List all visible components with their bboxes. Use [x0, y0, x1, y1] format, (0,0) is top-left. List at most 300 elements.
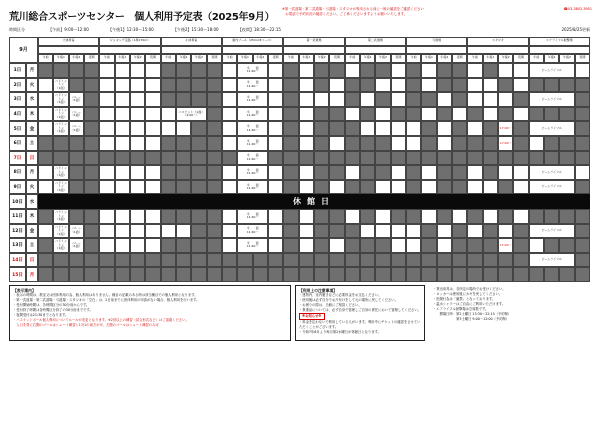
- schedule-cell: [437, 151, 452, 166]
- schedule-cell: [99, 209, 114, 224]
- schedule-cell: [38, 165, 53, 180]
- schedule-cell: [513, 92, 528, 107]
- schedule-cell: [283, 209, 298, 224]
- schedule-cell: [391, 224, 406, 239]
- schedule-cell: [115, 224, 130, 239]
- schedule-cell: [360, 165, 375, 180]
- schedule-cell: [53, 151, 68, 166]
- slot-header: 午前: [467, 54, 482, 63]
- hours-evening: 【夜間】18:30～22:15: [237, 27, 281, 32]
- schedule-cell: [161, 267, 176, 282]
- schedule-cell: [421, 92, 436, 107]
- schedule-cell: [513, 107, 528, 122]
- schedule-cell: [498, 78, 513, 93]
- notes-right-line: 第3土曜日 9:00～12:00（予約制）: [433, 317, 510, 321]
- notes-left-line: ・受付開始時間は、各時間区分の30分前からです。: [13, 303, 90, 307]
- schedule-cell: [84, 78, 99, 93]
- schedule-cell: [575, 180, 590, 195]
- schedule-cell: [329, 151, 344, 166]
- schedule-cell: [38, 121, 53, 136]
- schedule-cell: [329, 165, 344, 180]
- badminton-label: バドミントン （1面）: [53, 165, 68, 180]
- schedule-cell: [375, 121, 390, 136]
- schedule-cell: [314, 180, 329, 195]
- schedule-cell: [222, 165, 237, 180]
- schedule-cell: [498, 224, 513, 239]
- schedule-cell: [483, 253, 498, 268]
- schedule-cell: [575, 78, 590, 93]
- schedule-cell: [314, 121, 329, 136]
- schedule-cell: [115, 63, 130, 78]
- schedule-cell: [84, 63, 99, 78]
- schedule-cell: [299, 209, 314, 224]
- schedule-cell: [437, 92, 452, 107]
- schedule-cell: [299, 63, 314, 78]
- schedule-cell: [314, 165, 329, 180]
- schedule-cell: [161, 238, 176, 253]
- schedule-cell: [253, 267, 268, 282]
- schedule-cell: [38, 107, 53, 122]
- schedule-cell: [145, 165, 160, 180]
- schedule-cell: [191, 209, 206, 224]
- schedule-cell: [115, 253, 130, 268]
- price-header: [467, 46, 528, 54]
- schedule-cell: [329, 238, 344, 253]
- schedule-cell: [406, 267, 421, 282]
- schedule-cell: [483, 209, 498, 224]
- schedule-cell: [575, 151, 590, 166]
- schedule-cell: [99, 224, 114, 239]
- schedule-cell: [145, 209, 160, 224]
- schedule-cell: [283, 224, 298, 239]
- schedule-cell: [559, 78, 574, 93]
- slot-header: 午前: [38, 54, 53, 63]
- notice-line: ※第一武道場・第二武道場・弓道場・スタジオが専用される前に一般の確認をご確認ください: [282, 7, 424, 11]
- schedule-cell: [115, 78, 130, 93]
- pool-label: 半 面 11:40～: [237, 209, 268, 224]
- schedule-cell: [84, 107, 99, 122]
- schedule-cell: [421, 165, 436, 180]
- slot-header: 午前: [406, 54, 421, 63]
- schedule-cell: [161, 78, 176, 93]
- schedule-cell: [207, 107, 222, 122]
- schedule-cell: [145, 180, 160, 195]
- notes-left-line: ・バスケットボール個人利用についてルールが変更となります。※2回以上の練習（試合形式など）はご遠慮ください。: [13, 318, 189, 322]
- slot-header: 夜間: [513, 54, 528, 63]
- page-title: 荒川総合スポーツセンター 個人利用予定表（2025年9月）: [9, 12, 275, 23]
- hours-afternoon1: 【午後1】12:30～15:00: [108, 27, 154, 32]
- schedule-cell: [314, 78, 329, 93]
- badminton-label: バドミントン （1面）: [53, 107, 68, 122]
- hours-afternoon2: 【午後2】15:30～18:00: [172, 27, 219, 32]
- schedule-cell: [222, 238, 237, 253]
- schedule-cell: [268, 180, 283, 195]
- slot-header: 午後1: [115, 54, 130, 63]
- badminton-label: バドミントン （1面）: [53, 224, 68, 239]
- schedule-cell: [299, 253, 314, 268]
- schedule-cell: [513, 267, 528, 282]
- schedule-cell: [452, 78, 467, 93]
- day-number: 11日: [9, 209, 26, 224]
- schedule-cell: [498, 253, 513, 268]
- day-weekday: 木: [26, 107, 38, 122]
- time-marker: 17:00～: [498, 121, 513, 136]
- schedule-cell: [329, 107, 344, 122]
- schedule-cell: [559, 107, 574, 122]
- day-weekday: 木: [26, 209, 38, 224]
- schedule-cell: [513, 121, 528, 136]
- notes-left-line: ・表示の時間は、教室又は団体利用の為、個人利用はありません。種目の記載のある時は該当種目での個人利用となります。: [13, 293, 198, 297]
- schedule-cell: [53, 253, 68, 268]
- notes-middle-line: ・使用後は必ず自分でお片付けをして元の場所に戻してください。: [299, 298, 398, 302]
- schedule-cell: [99, 180, 114, 195]
- schedule-cell: [375, 92, 390, 107]
- schedule-cell: [421, 224, 436, 239]
- schedule-cell: [375, 136, 390, 151]
- schedule-table: [9, 37, 590, 282]
- schedule-cell: [483, 180, 498, 195]
- facility-header: エアライフル射撃場: [529, 37, 590, 46]
- notes-right-line: ・ロッカーは使用後にカギを戻してください。: [433, 292, 503, 296]
- slot-header: 夜間: [207, 54, 222, 63]
- schedule-cell: [513, 238, 528, 253]
- schedule-cell: [375, 209, 390, 224]
- badminton-label: バドミントン （1面）: [53, 180, 68, 195]
- schedule-cell: [299, 78, 314, 93]
- schedule-cell: [483, 63, 498, 78]
- schedule-cell: [345, 63, 360, 78]
- slot-header: 午前: [529, 54, 544, 63]
- schedule-cell: [207, 238, 222, 253]
- schedule-cell: [268, 121, 283, 136]
- schedule-cell: [84, 165, 99, 180]
- schedule-cell: [145, 253, 160, 268]
- schedule-cell: [437, 267, 452, 282]
- schedule-cell: [191, 151, 206, 166]
- slot-header: 午前: [99, 54, 114, 63]
- schedule-cell: [421, 209, 436, 224]
- slot-header: 午前: [283, 54, 298, 63]
- schedule-cell: [452, 107, 467, 122]
- schedule-cell: [283, 63, 298, 78]
- schedule-cell: [513, 224, 528, 239]
- slot-header: 午後1: [544, 54, 559, 63]
- schedule-cell: [53, 63, 68, 78]
- price-header: [345, 46, 406, 54]
- schedule-cell: [84, 180, 99, 195]
- schedule-cell: [575, 121, 590, 136]
- schedule-cell: [575, 107, 590, 122]
- schedule-cell: [467, 107, 482, 122]
- schedule-cell: [84, 136, 99, 151]
- badminton-label: バドミントン （1面）: [53, 92, 68, 107]
- schedule-cell: [299, 165, 314, 180]
- schedule-cell: [207, 151, 222, 166]
- schedule-cell: [329, 92, 344, 107]
- schedule-cell: [145, 151, 160, 166]
- schedule-cell: [437, 253, 452, 268]
- schedule-cell: [575, 92, 590, 107]
- schedule-cell: [575, 224, 590, 239]
- badminton-label: バドミントン （1面）: [53, 238, 68, 253]
- schedule-cell: [375, 78, 390, 93]
- schedule-cell: [314, 151, 329, 166]
- beam-rifle-label: ビームライフル: [529, 92, 575, 107]
- schedule-cell: [437, 209, 452, 224]
- schedule-cell: [222, 121, 237, 136]
- schedule-cell: [345, 209, 360, 224]
- schedule-cell: [421, 63, 436, 78]
- schedule-cell: [38, 253, 53, 268]
- schedule-cell: [360, 63, 375, 78]
- day-weekday: 水: [26, 92, 38, 107]
- schedule-cell: [575, 165, 590, 180]
- schedule-cell: [467, 121, 482, 136]
- month-header: 9月: [9, 37, 38, 63]
- schedule-cell: [176, 78, 191, 93]
- schedule-cell: [406, 78, 421, 93]
- slot-header: 夜間: [145, 54, 160, 63]
- notes-right-line: ・エアライフル射撃場は空席数です。: [433, 307, 489, 311]
- schedule-cell: [406, 107, 421, 122]
- notes-left-line: ・夜間受付は21:30までとなります。: [13, 313, 69, 317]
- schedule-cell: [191, 165, 206, 180]
- schedule-cell: [283, 267, 298, 282]
- day-weekday: 火: [26, 180, 38, 195]
- notes-middle-title: 【利用上の注意事項】: [299, 288, 337, 293]
- schedule-cell: [299, 136, 314, 151]
- schedule-cell: [69, 165, 84, 180]
- schedule-cell: [345, 92, 360, 107]
- schedule-cell: [529, 151, 544, 166]
- schedule-cell: [299, 121, 314, 136]
- schedule-cell: [130, 267, 145, 282]
- schedule-cell: [161, 209, 176, 224]
- schedule-cell: [483, 224, 498, 239]
- schedule-cell: [391, 78, 406, 93]
- schedule-cell: [268, 253, 283, 268]
- pool-label: 半 面 11:40～: [237, 224, 268, 239]
- schedule-cell: [360, 180, 375, 195]
- schedule-cell: [421, 136, 436, 151]
- schedule-cell: [176, 165, 191, 180]
- schedule-cell: [437, 238, 452, 253]
- schedule-cell: [145, 63, 160, 78]
- slot-header: 夜間: [452, 54, 467, 63]
- day-weekday: 日: [26, 253, 38, 268]
- schedule-cell: [99, 78, 114, 93]
- schedule-cell: [191, 253, 206, 268]
- schedule-cell: [84, 224, 99, 239]
- time-marker: 17:00～: [498, 238, 513, 253]
- notes-left-line: 入口を背に右側のゴールはシュート練習と1対1の両方が可、左側のゴールはシュート練習のみ可: [13, 323, 159, 327]
- day-number: 14日: [9, 253, 26, 268]
- schedule-cell: [467, 151, 482, 166]
- day-number: 13日: [9, 238, 26, 253]
- schedule-cell: [115, 107, 130, 122]
- schedule-cell: [529, 78, 544, 93]
- schedule-cell: [529, 267, 544, 282]
- schedule-cell: [222, 63, 237, 78]
- schedule-cell: [299, 224, 314, 239]
- schedule-cell: [38, 180, 53, 195]
- schedule-cell: [452, 253, 467, 268]
- day-number: 10日: [9, 194, 26, 209]
- schedule-cell: [222, 253, 237, 268]
- updated-date: 2025/8/25更新: [561, 27, 590, 32]
- slot-header: 夜間: [575, 54, 590, 63]
- schedule-cell: [314, 92, 329, 107]
- schedule-cell: [268, 92, 283, 107]
- schedule-cell: [391, 267, 406, 282]
- slot-header: 夜間: [391, 54, 406, 63]
- schedule-cell: [69, 151, 84, 166]
- schedule-cell: [176, 180, 191, 195]
- schedule-cell: [513, 253, 528, 268]
- schedule-cell: [99, 107, 114, 122]
- schedule-cell: [391, 92, 406, 107]
- schedule-cell: [268, 224, 283, 239]
- slot-header: 午後1: [176, 54, 191, 63]
- schedule-cell: [191, 78, 206, 93]
- schedule-cell: [360, 121, 375, 136]
- schedule-cell: [130, 78, 145, 93]
- schedule-cell: [529, 136, 544, 151]
- schedule-cell: [130, 92, 145, 107]
- schedule-cell: [145, 136, 160, 151]
- schedule-cell: [99, 92, 114, 107]
- schedule-cell: [452, 267, 467, 282]
- schedule-cell: [452, 180, 467, 195]
- schedule-cell: [498, 63, 513, 78]
- schedule-cell: [498, 151, 513, 166]
- schedule-cell: [360, 209, 375, 224]
- notes-right-line: ・温水シャワーはご自由にご利用いただけます。: [433, 302, 506, 306]
- schedule-cell: [207, 121, 222, 136]
- schedule-cell: [575, 136, 590, 151]
- price-header: [283, 46, 344, 54]
- schedule-cell: [513, 136, 528, 151]
- schedule-cell: [575, 253, 590, 268]
- schedule-cell: [345, 267, 360, 282]
- slot-header: 午後2: [375, 54, 390, 63]
- schedule-cell: [99, 238, 114, 253]
- slot-header: 夜間: [84, 54, 99, 63]
- schedule-cell: [99, 63, 114, 78]
- schedule-cell: [391, 180, 406, 195]
- pool-label: 半 面 11:40～: [237, 136, 268, 151]
- schedule-cell: [191, 92, 206, 107]
- schedule-cell: [329, 209, 344, 224]
- schedule-cell: [360, 151, 375, 166]
- schedule-cell: [406, 238, 421, 253]
- slot-header: 午後2: [559, 54, 574, 63]
- schedule-cell: [237, 253, 252, 268]
- schedule-cell: [375, 165, 390, 180]
- notice: [282, 7, 592, 17]
- schedule-cell: [222, 209, 237, 224]
- schedule-cell: [207, 92, 222, 107]
- schedule-cell: [145, 78, 160, 93]
- notes-left: [9, 285, 291, 341]
- schedule-cell: [437, 63, 452, 78]
- badminton-label: バドミントン （1面）: [53, 121, 68, 136]
- schedule-cell: [345, 78, 360, 93]
- price-header: [161, 46, 222, 54]
- schedule-cell: [314, 136, 329, 151]
- schedule-cell: [329, 180, 344, 195]
- schedule-cell: [115, 165, 130, 180]
- day-number: 1日: [9, 63, 26, 78]
- schedule-cell: [375, 151, 390, 166]
- day-weekday: 水: [26, 194, 38, 209]
- price-header: [38, 46, 99, 54]
- beam-rifle-label: ビームライフル: [529, 121, 575, 136]
- schedule-cell: [406, 136, 421, 151]
- time-marker: 17:00～: [498, 136, 513, 151]
- volleyball-label: バレー （1面）: [69, 224, 84, 239]
- schedule-cell: [498, 165, 513, 180]
- schedule-cell: [99, 121, 114, 136]
- schedule-cell: [222, 78, 237, 93]
- schedule-cell: [452, 209, 467, 224]
- schedule-cell: [498, 267, 513, 282]
- schedule-cell: [222, 92, 237, 107]
- schedule-cell: [329, 267, 344, 282]
- schedule-cell: [115, 267, 130, 282]
- day-weekday: 火: [26, 78, 38, 93]
- schedule-cell: [283, 92, 298, 107]
- schedule-cell: [544, 267, 559, 282]
- schedule-cell: [161, 253, 176, 268]
- schedule-cell: [130, 209, 145, 224]
- schedule-cell: [130, 253, 145, 268]
- schedule-cell: [452, 92, 467, 107]
- schedule-cell: [191, 267, 206, 282]
- schedule-cell: [38, 151, 53, 166]
- schedule-cell: [559, 267, 574, 282]
- schedule-cell: [406, 121, 421, 136]
- schedule-cell: [467, 92, 482, 107]
- facility-header: ジョギング走路（1周170m）: [99, 37, 160, 46]
- schedule-cell: [84, 253, 99, 268]
- beam-rifle-label: ビームライフル: [529, 165, 575, 180]
- schedule-cell: [191, 63, 206, 78]
- schedule-cell: [115, 151, 130, 166]
- schedule-cell: [130, 180, 145, 195]
- schedule-cell: [130, 121, 145, 136]
- schedule-cell: [329, 136, 344, 151]
- schedule-cell: [452, 224, 467, 239]
- schedule-cell: [253, 253, 268, 268]
- schedule-cell: [115, 136, 130, 151]
- notes-left-line: ・受付終了時間は各時間区分終了の30分前までです。: [13, 308, 93, 312]
- slot-header: 午後1: [421, 54, 436, 63]
- schedule-cell: [544, 151, 559, 166]
- schedule-cell: [391, 209, 406, 224]
- day-weekday: 月: [26, 63, 38, 78]
- slot-header: 午後1: [53, 54, 68, 63]
- beam-rifle-label: ビームライフル: [529, 224, 575, 239]
- schedule-cell: [191, 224, 206, 239]
- schedule-cell: [345, 121, 360, 136]
- schedule-cell: [452, 165, 467, 180]
- schedule-cell: [191, 121, 206, 136]
- schedule-cell: [176, 151, 191, 166]
- schedule-cell: [467, 238, 482, 253]
- schedule-cell: [115, 121, 130, 136]
- schedule-cell: [38, 63, 53, 78]
